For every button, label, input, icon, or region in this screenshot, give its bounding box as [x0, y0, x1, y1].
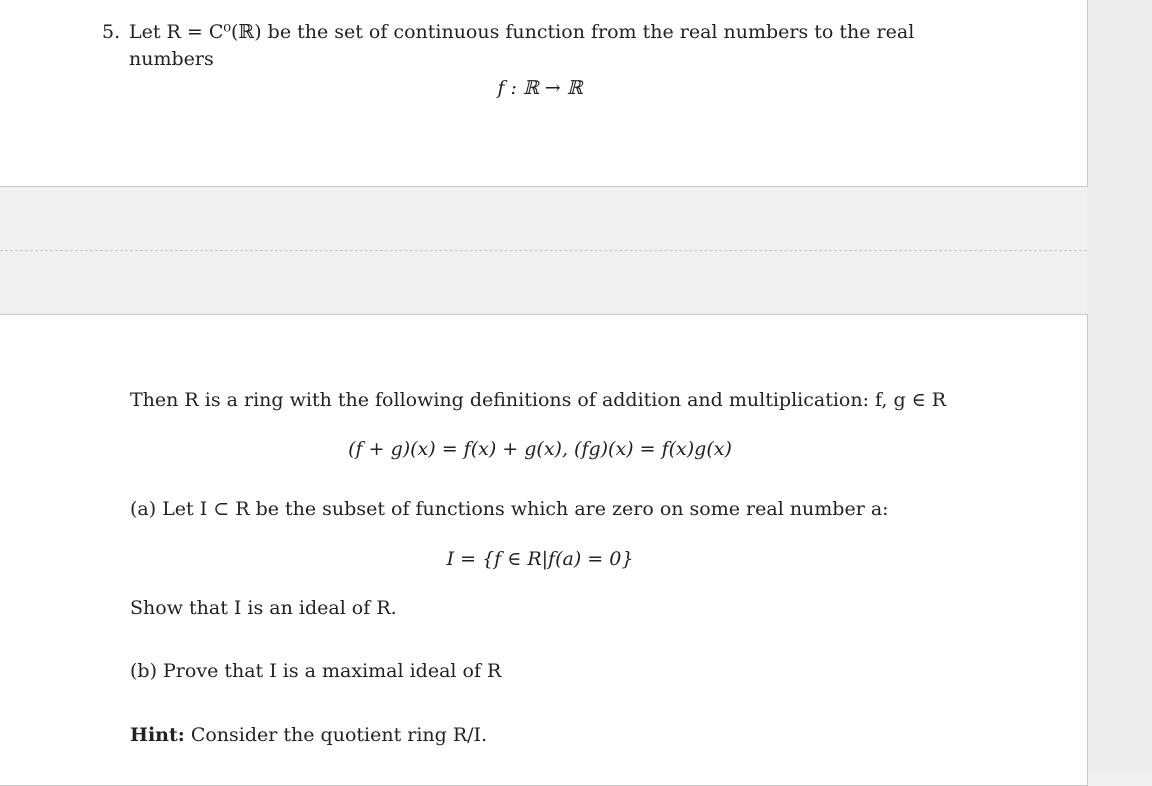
document-page-2 [0, 314, 1088, 786]
ring-statement: Then R is a ring with the following definitions of addition and multiplication: f, g ∈ R [130, 389, 947, 411]
document-page-1 [0, 0, 1088, 187]
problem-intro-line2: numbers [129, 48, 214, 70]
map-display-equation: f : ℝ → ℝ [497, 77, 583, 99]
part-b-statement: (b) Prove that I is a maximal ideal of R [130, 660, 502, 682]
operations-equation: (f + g)(x) = f(x) + g(x), (fg)(x) = f(x)g(x) [348, 438, 732, 460]
ideal-definition-equation: I = {f ∈ R|f(a) = 0} [446, 548, 634, 570]
problem-number: 5. [102, 21, 121, 43]
hint-text: Consider the quotient ring R/I. [184, 724, 488, 746]
right-sidebar [1087, 0, 1152, 772]
hint-line [130, 723, 487, 747]
problem-intro-line1: Let R = C⁰(ℝ) be the set of continuous function from the real numbers to the real [129, 21, 915, 43]
part-a-statement: (a) Let I ⊂ R be the subset of functions which are zero on some real number a: [130, 498, 889, 520]
hint-label: Hint: [130, 724, 185, 746]
show-that-statement: Show that I is an ideal of R. [130, 597, 397, 619]
page-break-divider [0, 250, 1087, 251]
